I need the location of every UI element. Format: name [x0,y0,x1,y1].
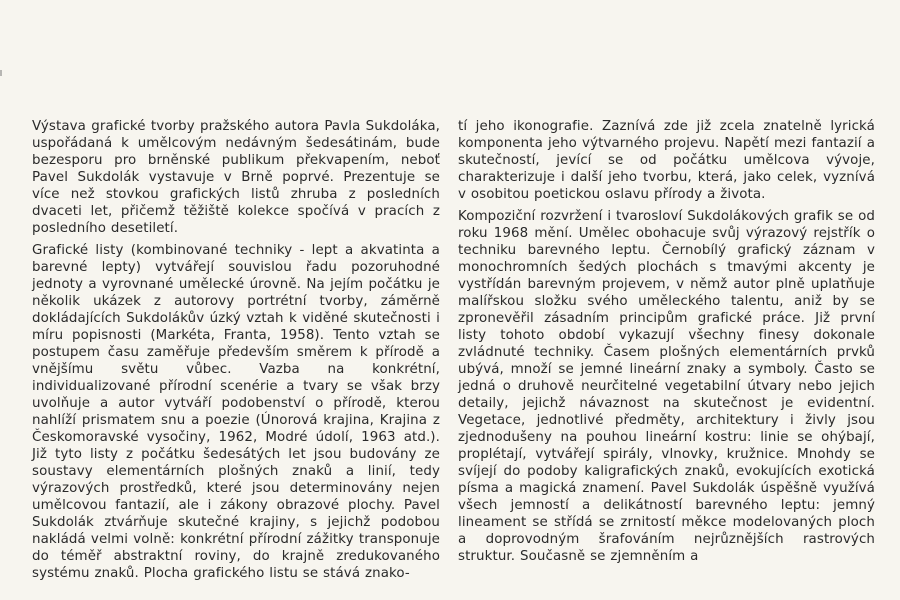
right-text-column [458,118,875,570]
paragraph-graphic-sheets: Grafické listy (kombinované techniky - lept a akvatinta a barevné lepty) vytvářejí souvislou řadu pozoruhodné jednoty a vyrovnané umělecké úrovně. Na jejím počátku je několik ukázek z autorovy portrétní tvorby, záměrně dokládajících Sukdolákův úzký vztah k viděné skutečnosti i míru popisnosti (Markéta, Franta, 1958). Tento vztah se postupem času zaměřuje především směrem k přírodě a vnějšímu světu vůbec. Vazba na konkrétní, individualizované přírodní scenérie a tvary se však brzy uvolňuje a autor vytváří podobenství o přírodě, kterou nahlíží prismatem snu a poezie (Únorová krajina, Krajina z Českomoravské vysočiny, 1962, Modré údolí, 1963 atd.). Již tyto listy z počátku šedesátých let jsou budovány ze soustavy elementárních plošných znaků a linií, tedy výrazových prostředků, které jsou determinovány nejen umělcovou fantazií, ale i zákony obrazové plochy. Pavel Sukdolák ztvárňuje skutečné krajiny, s jejichž podobou nakládá velmi volně: konkrétní přírodní zážitky transponuje do téměř abstraktní roviny, do krajně zredukovaného systému znaků. Plocha grafického listu se stává znako- [32,243,440,581]
left-text-column [32,118,440,587]
margin-mark [0,70,2,76]
paragraph-exhibition-intro: Výstava grafické tvorby pražského autora Pavla Sukdoláka, uspořádaná k umělcovým nedávným šedesátinám, bude bezesporu pro brněnské publikum překvapením, neboť Pavel Sukdolák vystavuje v Brně poprvé. Prezentuje se více než stovkou grafických listů zhruba z posledních dvaceti let, přičemž těžiště kolekce spočívá v pracích z posledního desetiletí. [32,119,440,236]
paragraph-iconography: tí jeho ikonografie. Zaznívá zde již zcela znatelně lyrická komponenta jeho výtvarného projevu. Napětí mezi fantazií a skutečností, jevící se od počátku umělcova vývoje, charakterizuje i další jeho tvorbu, která, jako celek, vyznívá v osobitou poetickou oslavu přírody a života. [458,119,875,202]
paragraph-composition: Kompoziční rozvržení i tvarosloví Sukdolákových grafik se od roku 1968 mění. Umělec obohacuje svůj výrazový rejstřík o techniku barevného leptu. Černobílý grafický záznam v monochromních šedých plochách s tmavými akcenty je vystřídán barevným projevem, v němž autor plně uplatňuje malířskou složku svého uměleckého talentu, aniž by se zpronevěřil zásadním principům grafické práce. Již první listy tohoto období vykazují všechny finesy dokonale zvládnuté techniky. Časem plošných elementárních prvků ubývá, množí se jemné lineární znaky a symboly. Často se jedná o druhově neurčitelné vegetabilní útvary nebo jejich detaily, jejichž návaznost na skutečnost je evidentní. Vegetace, jednotlivé předměty, architektury i živly jsou zjednodušeny na pouhou lineární kostru: linie se ohýbají, proplétají, vytvářejí spirály, vlnovky, kružnice. Mnohdy se svíjejí do podoby kaligrafických znaků, evokujících exotická písma a magická znamení. Pavel Sukdolák úspěšně využívá všech jemností a delikátností barevného leptu: jemný lineament se střídá se zrnitostí měkce modelovaných ploch a doprovodným šrafováním nejrůznějších rastrových struktur. Současně se zjemněním a [458,209,875,564]
